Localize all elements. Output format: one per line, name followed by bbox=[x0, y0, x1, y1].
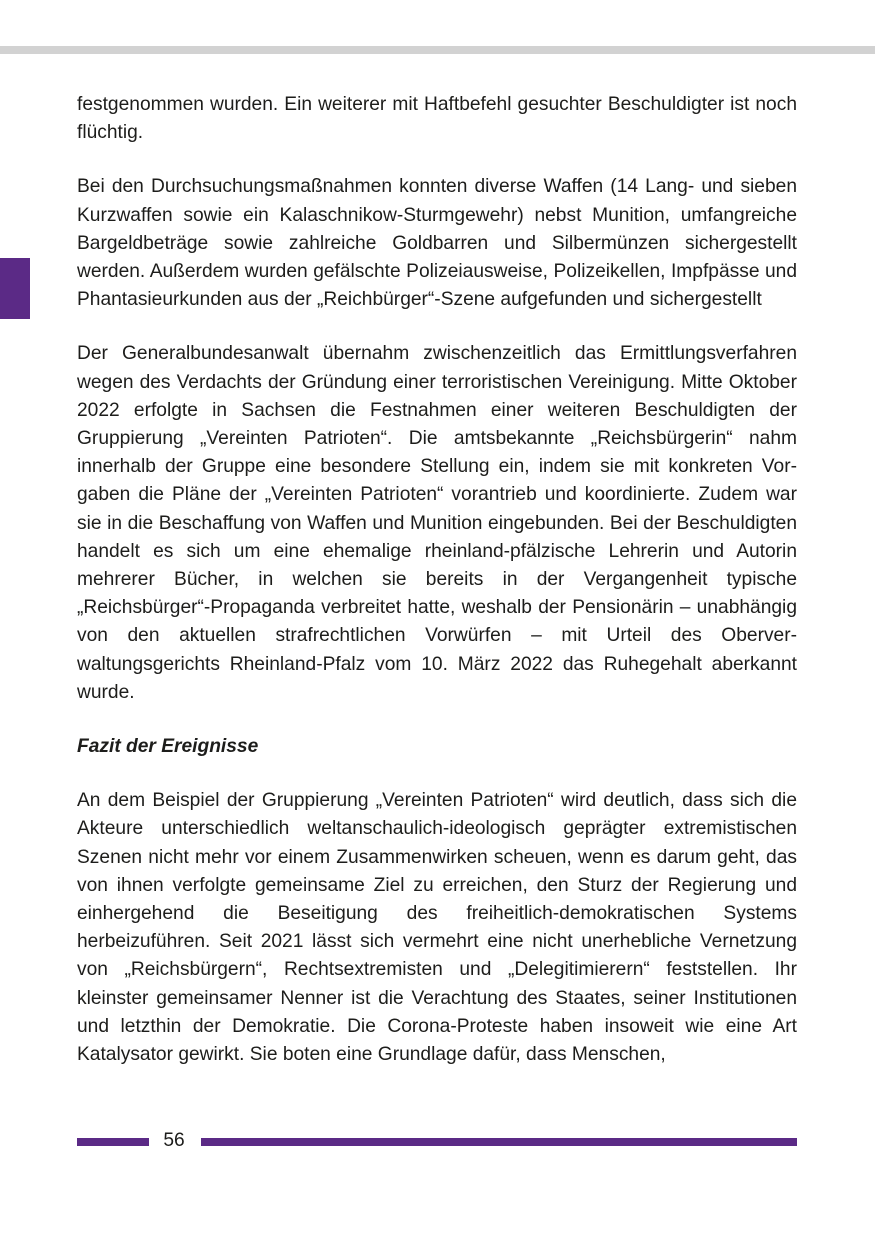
footer-bar-left bbox=[77, 1138, 149, 1146]
paragraph-conclusion: An dem Beispiel der Gruppierung „Vereinten Patrioten“ wird deutlich, dass sich die Akteure unterschiedlich weltanschaulich-ideologisch geprägter extremistischen Szenen nicht mehr vor einem Zusammenwirken scheuen, wenn es darum geht, das von ihnen verfolgte gemeinsame Ziel zu erreichen, den Sturz der Regierung und einhergehend die Beseitigung des freiheitlich-demokratischen Systems herbeizuführen. Seit 2021 lässt sich vermehrt eine nicht unerhebliche Vernetzung von „Reichsbürgern“, Rechtsextremisten und „Delegitimierern“ feststellen. Ihr kleinster gemeinsamer Nenner ist die Verachtung des Staates, seiner Institutionen und letzthin der Demokratie. Die Corona-Proteste haben insoweit wie eine Art Katalysator gewirkt. Sie boten eine Grundlage dafür, dass Menschen, bbox=[77, 790, 797, 1066]
page-content bbox=[77, 91, 797, 1095]
paragraph-search-results: Bei den Durchsuchungsmaßnahmen konnten diverse Waffen (14 Lang- und sieben Kurzwaffen sowie ein Kalaschnikow-Sturmgewehr) nebst Munition, umfangreiche Bargeldbeträge sowie zahlreiche Goldbarren und Silbermünzen sichergestellt werden. Außerdem wurden gefälschte Polizeiausweise, Polizeikellen, Impfpässe und Phantasieurkunden aus der „Reichbürger“-Szene aufgefunden und sichergestellt bbox=[77, 176, 797, 311]
page-number: 56 bbox=[163, 1130, 185, 1151]
section-heading: Fazit der Ereignisse bbox=[77, 736, 259, 758]
paragraph-investigation: Der Generalbundesanwalt übernahm zwischenzeitlich das Ermittlungsverfahren wegen des Verdachts der Gründung einer terroristischen Vereinigung. Mitte Oktober 2022 erfolgte in Sachsen die Festnahmen einer weiteren Beschuldigten der Gruppierung „Vereinten Patrioten“. Die amtsbekannte „Reichsbürgerin“ nahm innerhalb der Gruppe eine besondere Stellung ein, indem sie mit konkreten Vorgaben die Pläne der „Vereinten Patrioten“ vorantrieb und koordinierte. Zudem war sie in die Beschaffung von Waffen und Munition eingebunden. Bei der Beschuldigten handelt es sich um eine ehemalige rheinland-pfälzische Lehrerin und Autorin mehrerer Bücher, in welchen sie bereits in der Vergangenheit typische „Reichsbürger“-Propaganda verbreitet hatte, weshalb der Pensionärin – unabhängig von den aktuellen strafrechtlichen Vorwürfen – mit Urteil des Oberverwaltungsgerichts Rheinland-Pfalz vom 10. März 2022 das Ruhegehalt aberkannt wurde. bbox=[77, 343, 797, 703]
footer-bar-right bbox=[201, 1138, 797, 1146]
page-footer bbox=[77, 1127, 797, 1155]
top-rule bbox=[0, 46, 875, 54]
chapter-side-marker bbox=[0, 258, 30, 319]
paragraph-continuation: festgenommen wurden. Ein weiterer mit Haftbefehl gesuchter Beschuldigter ist noch flüchtig. bbox=[77, 94, 797, 144]
